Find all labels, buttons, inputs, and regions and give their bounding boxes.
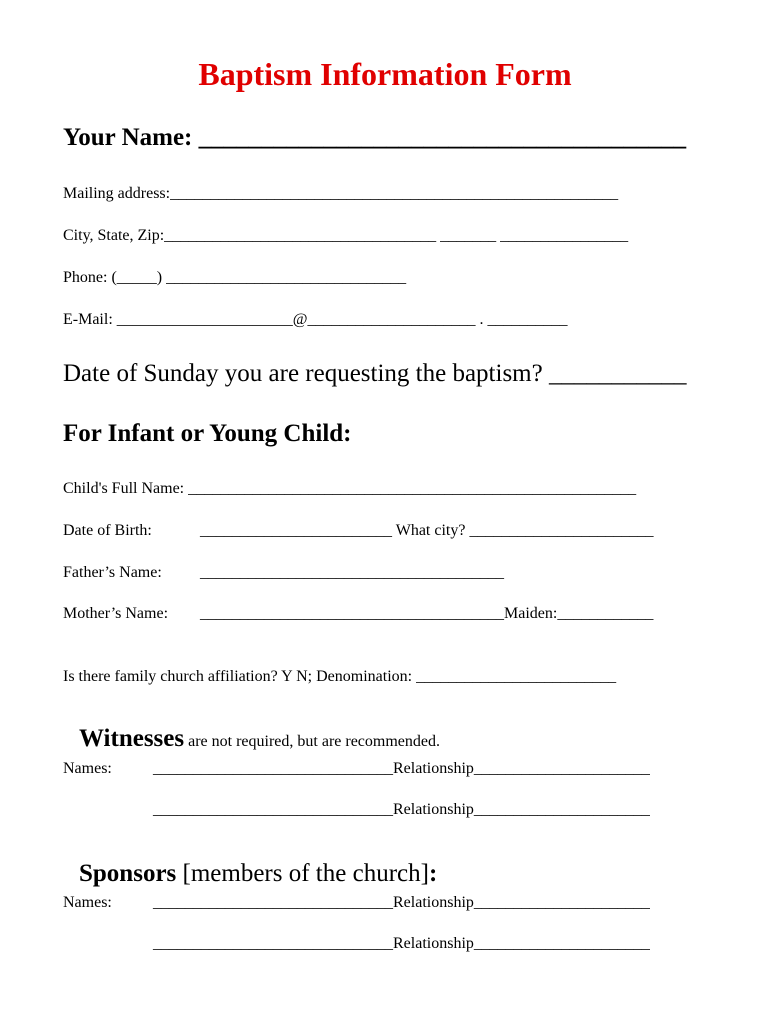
sponsor-line-2: ______________________________Relationship______________________ xyxy=(153,935,650,952)
your-name-field: Your Name: _______________________________________ xyxy=(63,124,687,151)
witnesses-names-label: Names: xyxy=(63,760,112,777)
sponsors-colon: : xyxy=(428,860,438,887)
form-title: Baptism Information Form xyxy=(198,56,572,92)
sponsors-names-label: Names: xyxy=(63,894,112,911)
infant-section-heading: For Infant or Young Child: xyxy=(63,420,352,447)
date-of-birth-line: ________________________ What city? _______________________ xyxy=(200,522,654,539)
sponsor-line-1: ______________________________Relationship______________________ xyxy=(153,894,650,911)
witnesses-heading: Witnesses xyxy=(79,725,185,752)
date-of-birth-label: Date of Birth: xyxy=(63,522,152,539)
sponsors-note: [members of the church] xyxy=(176,860,429,887)
mother-name-label: Mother’s Name: xyxy=(63,605,169,622)
phone-field: Phone: (_____) ______________________________ xyxy=(63,269,407,286)
father-name-line: ______________________________________ xyxy=(200,564,504,581)
witness-line-1: ______________________________Relationship______________________ xyxy=(153,760,650,777)
mailing-address-field: Mailing address:________________________________________________________ xyxy=(63,185,619,202)
sponsors-heading: Sponsors xyxy=(79,860,177,887)
city-state-zip-field: City, State, Zip:__________________________________ _______ ________________ xyxy=(63,227,629,244)
church-affiliation-field: Is there family church affiliation? Y N; Denomination: _________________________ xyxy=(63,668,617,685)
email-field: E-Mail: ______________________@_____________________ . __________ xyxy=(63,311,568,328)
sunday-date-question: Date of Sunday you are requesting the baptism? ___________ xyxy=(63,360,687,387)
child-full-name-field: Child's Full Name: ________________________________________________________ xyxy=(63,480,637,497)
witness-line-2: ______________________________Relationship______________________ xyxy=(153,801,650,818)
mother-name-line: ______________________________________Maiden:____________ xyxy=(200,605,654,622)
witnesses-note: are not required, but are recommended. xyxy=(184,733,440,750)
father-name-label: Father’s Name: xyxy=(63,564,162,581)
